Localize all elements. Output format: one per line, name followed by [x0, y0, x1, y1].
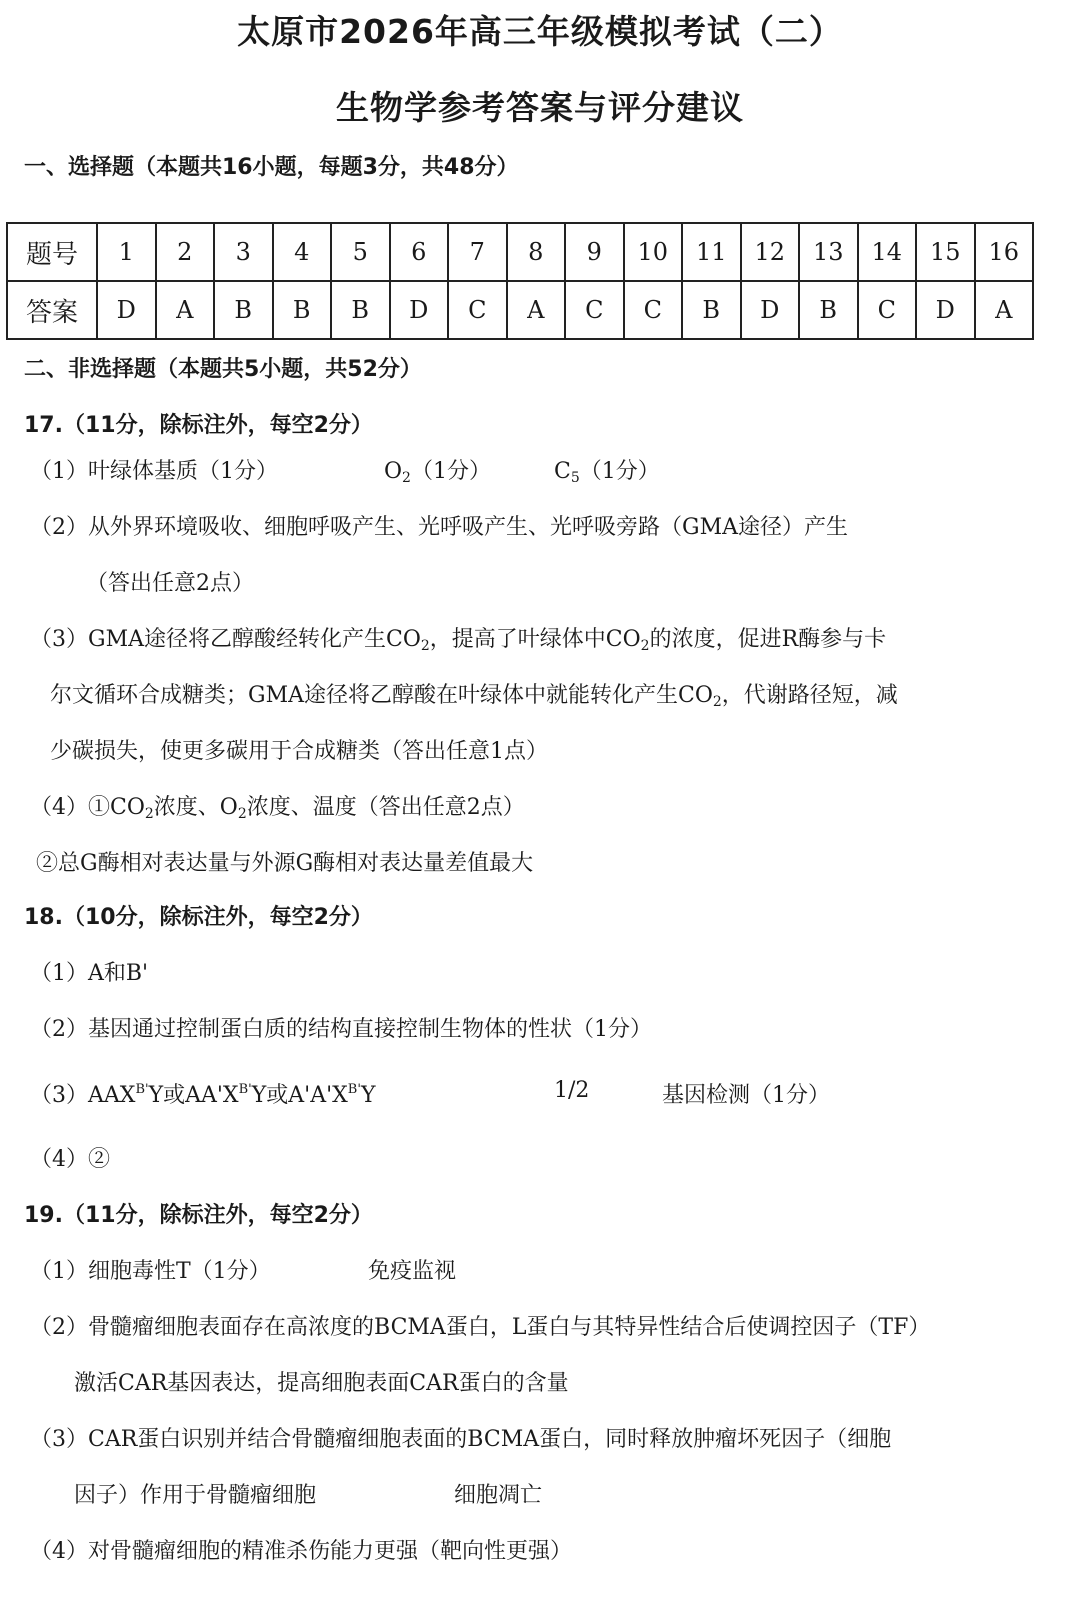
question-number: 1 [97, 223, 156, 281]
answer-cell: D [97, 281, 156, 339]
q17-answer-3-line2 [50, 678, 898, 710]
answer-cell: C [448, 281, 507, 339]
subscript: 2 [712, 694, 722, 710]
page-title: 太原市2026年高三年级模拟考试（二） [237, 12, 843, 51]
subscript: 2 [402, 470, 411, 486]
q17-answer-2-note: （答出任意2点） [86, 571, 254, 596]
answer-cell: A [975, 281, 1034, 339]
q19-answer-3-line1: （3）CAR蛋白识别并结合骨髓瘤细胞表面的BCMA蛋白，同时释放肿瘤坏死因子（细胞 [30, 1427, 892, 1452]
q17-answer-2: （2）从外界环境吸收、细胞呼吸产生、光呼吸产生、光呼吸旁路（GMA途径）产生 [30, 515, 848, 540]
text-segment: 尔文循环合成糖类；GMA途径将乙醇酸在叶绿体中就能转化产生CO [50, 683, 713, 708]
table-row-label: 题号 [7, 223, 97, 281]
subscript: 2 [144, 806, 154, 822]
subscript: 2 [237, 806, 247, 822]
question-number: 16 [975, 223, 1034, 281]
table-row-label: 答案 [7, 281, 97, 339]
subscript: 2 [420, 638, 430, 654]
subscript: 5 [570, 470, 580, 486]
question-number: 13 [799, 223, 858, 281]
score-note: （1分） [579, 459, 660, 484]
text-segment: Y或AA'X [148, 1083, 239, 1108]
question-number: 11 [682, 223, 741, 281]
q17-answer-4-line2: ②总G酶相对表达量与外源G酶相对表达量差值最大 [36, 851, 534, 876]
text-segment: ，提高了叶绿体中CO [429, 627, 641, 652]
section-heading-nonchoice: 二、非选择题（本题共5小题，共52分） [24, 357, 422, 382]
q17-1-part-b [384, 454, 491, 486]
q18-answer-2: （2）基因通过控制蛋白质的结构直接控制生物体的性状（1分） [30, 1017, 652, 1042]
answer-cell: C [624, 281, 683, 339]
text-segment: 的浓度，促进R酶参与卡 [649, 627, 887, 652]
chem-symbol: O [384, 459, 403, 484]
answer-cell: A [156, 281, 215, 339]
text-segment: 浓度、温度（答出任意2点） [246, 795, 525, 820]
question-number: 10 [624, 223, 683, 281]
q19-3-part-b: 细胞凋亡 [454, 1483, 543, 1508]
table-row-answers [7, 281, 1033, 339]
answer-cell: D [916, 281, 975, 339]
question-number: 12 [741, 223, 800, 281]
question-number: 8 [507, 223, 566, 281]
q18-3-ratio: 1/2 [554, 1078, 590, 1103]
answer-table [6, 222, 1034, 340]
question-number: 7 [448, 223, 507, 281]
answer-cell: B [682, 281, 741, 339]
q19-1-part-a: （1）细胞毒性T（1分） [30, 1259, 271, 1284]
answer-cell: D [741, 281, 800, 339]
q17-answer-3-line1 [30, 622, 886, 654]
q18-3-genotypes [30, 1078, 375, 1109]
text-segment: ，代谢路径短，减 [721, 683, 898, 708]
question-number: 15 [916, 223, 975, 281]
answer-cell: B [214, 281, 273, 339]
q17-answer-4-line1 [30, 790, 525, 822]
question-number: 2 [156, 223, 215, 281]
text-segment: （3）AAX [30, 1083, 136, 1108]
score-note: （1分） [410, 459, 491, 484]
q19-answer-4: （4）对骨髓瘤细胞的精准杀伤能力更强（靶向性更强） [30, 1539, 572, 1564]
answer-cell: A [507, 281, 566, 339]
superscript: B' [135, 1082, 149, 1097]
q18-3-method: 基因检测（1分） [662, 1083, 830, 1108]
text-segment: 浓度、O [153, 795, 238, 820]
table-row-numbers [7, 223, 1033, 281]
question-number: 14 [858, 223, 917, 281]
q17-1-part-a: （1）叶绿体基质（1分） [30, 459, 278, 484]
answer-cell: B [799, 281, 858, 339]
q18-answer-4: （4）② [30, 1147, 110, 1172]
q18-answer-1: （1）A和B' [30, 961, 149, 986]
question-17-heading: 17.（11分，除标注外，每空2分） [24, 413, 373, 438]
answer-cell: B [331, 281, 390, 339]
answer-cell: D [390, 281, 449, 339]
superscript: B' [238, 1082, 252, 1097]
text-segment: Y或A'A'X [251, 1083, 348, 1108]
question-number: 3 [214, 223, 273, 281]
superscript: B' [347, 1082, 361, 1097]
text-segment: （3）GMA途径将乙醇酸经转化产生CO [30, 627, 421, 652]
text-segment: Y [360, 1083, 376, 1108]
answer-cell: C [565, 281, 624, 339]
answer-cell: B [273, 281, 332, 339]
q17-answer-3-line3: 少碳损失，使更多碳用于合成糖类（答出任意1点） [50, 739, 548, 764]
text-segment: （4）①CO [30, 795, 145, 820]
subscript: 2 [640, 638, 650, 654]
q17-1-part-c [554, 454, 660, 486]
question-18-heading: 18.（10分，除标注外，每空2分） [24, 905, 373, 930]
question-number: 6 [390, 223, 449, 281]
page-subtitle: 生物学参考答案与评分建议 [336, 88, 744, 127]
q19-answer-2-line2: 激活CAR基因表达，提高细胞表面CAR蛋白的含量 [74, 1371, 569, 1396]
q19-1-part-b: 免疫监视 [368, 1259, 457, 1284]
q19-answer-2-line1: （2）骨髓瘤细胞表面存在高浓度的BCMA蛋白，L蛋白与其特异性结合后使调控因子（TF） [30, 1315, 931, 1340]
question-number: 4 [273, 223, 332, 281]
section-heading-choice: 一、选择题（本题共16小题，每题3分，共48分） [24, 155, 519, 180]
q19-3-part-a: 因子）作用于骨髓瘤细胞 [74, 1483, 317, 1508]
answer-cell: C [858, 281, 917, 339]
question-number: 5 [331, 223, 390, 281]
chem-symbol: C [554, 459, 571, 484]
question-number: 9 [565, 223, 624, 281]
question-19-heading: 19.（11分，除标注外，每空2分） [24, 1203, 373, 1228]
